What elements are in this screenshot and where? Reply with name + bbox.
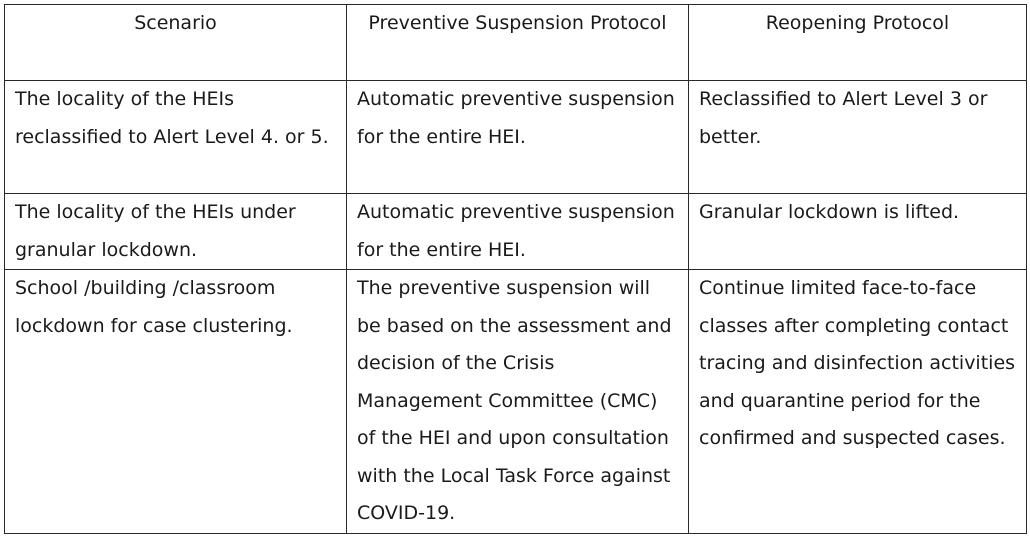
cell-reopening: Continue limited face-to-face classes after completing contact tracing and disinfection activities and quarantine period for the confirmed and suspected cases. bbox=[689, 270, 1027, 534]
cell-scenario: The locality of the HEIs under granular lockdown. bbox=[5, 194, 347, 270]
table-row bbox=[5, 194, 1027, 270]
table-row bbox=[5, 270, 1027, 534]
header-reopening-protocol: Reopening Protocol bbox=[689, 5, 1027, 81]
cell-scenario: School /building /classroom lockdown for case clustering. bbox=[5, 270, 347, 534]
header-preventive-suspension-protocol: Preventive Suspension Protocol bbox=[347, 5, 689, 81]
table-header-row bbox=[5, 5, 1027, 81]
table-row bbox=[5, 81, 1027, 194]
cell-suspension: Automatic preventive suspension for the entire HEI. bbox=[347, 81, 689, 194]
cell-suspension: Automatic preventive suspension for the entire HEI. bbox=[347, 194, 689, 270]
cell-suspension: The preventive suspension will be based on the assessment and decision of the Crisis Management Committee (CMC) of the HEI and upon consultation with the Local Task Force against COVID-19. bbox=[347, 270, 689, 534]
cell-scenario: The locality of the HEIs reclassified to Alert Level 4. or 5. bbox=[5, 81, 347, 194]
protocol-table bbox=[4, 4, 1027, 534]
cell-reopening: Granular lockdown is lifted. bbox=[689, 194, 1027, 270]
cell-reopening: Reclassified to Alert Level 3 or better. bbox=[689, 81, 1027, 194]
header-scenario: Scenario bbox=[5, 5, 347, 81]
